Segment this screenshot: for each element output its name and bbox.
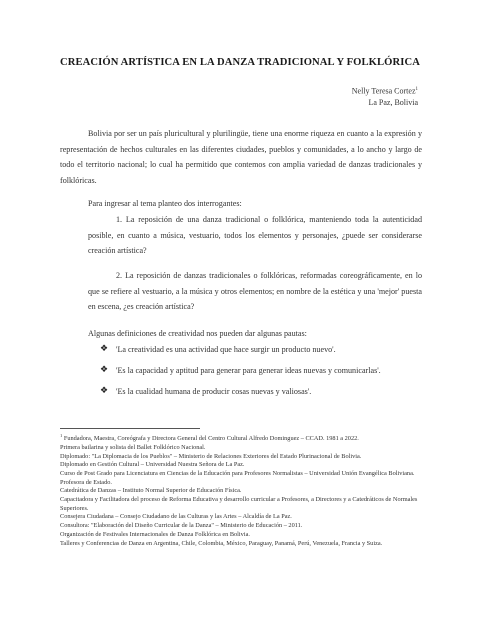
footnotes [60,432,424,548]
author-name: Nelly Teresa Cortez [351,86,416,96]
footnote-line: Catedrática de Danzas – Instituto Normal Superior de Educación Física. [60,487,242,495]
footnote-line: Consejera Ciudadana – Consejo Ciudadano de las Culturas y las Artes – Alcaldía de La Paz. [60,513,292,521]
footnote-line: Diplomado: "La Diplomacia de los Pueblos" – Ministerio de Relaciones Exteriores del Estado Plurinacional de Bolivia. [60,452,362,460]
definitions-intro-paragraph: Algunas definiciones de creatividad nos pueden dar algunas pautas: [88,329,307,338]
list-item-text: 'Es la capacidad y aptitud para generar para generar ideas nuevas y comunicarlas'. [116,366,381,375]
list-item-text: 'La creatividad es una actividad que hace surgir un producto nuevo'. [116,345,336,354]
intro-paragraph: Bolivia por ser un país pluricultural y plurilingüe, tiene una enorme riqueza en cuanto a la expresión y representación de hechos culturales en las diferentes ciudades, pueblos y comunidades, a lo ancho y largo de todo el territorio nacional; lo cual ha permitido que contemos con amplia variedad de danzas tradicionales y folklóricas. [60,129,422,185]
footnote-line: Consultora: "Elaboración del Diseño Curricular de la Danza" – Ministerio de Educación – 2011. [60,522,303,530]
list-item-text: 'Es la cualidad humana de producir cosas nuevas y valiosas'. [116,387,312,396]
footnote-line: Talleres y Conferencias de Danza en Argentina, Chile, Colombia, México, Paraguay, Panamá, Perú, Venezuela, Francia y Suiza. [60,539,383,547]
footnote-mark: 1 [60,433,63,438]
list-item [100,365,420,386]
question-1: 1. La reposición de una danza tradicional o folklórica, manteniendo toda la autenticidad posible, en cuanto a música, vestuario, todos los elementos y personajes, ¿puede ser considerarse creación artística? [88,215,422,255]
footnote-separator [60,428,200,429]
questions-intro-paragraph: Para ingresar al tema planteo dos interrogantes: [88,199,242,208]
footnote-line: Primera bailarina y solista del Ballet Folklórico Nacional. [60,443,206,451]
diamond-bullet-icon: ❖ [100,364,109,374]
footnote-line: Profesora de Estado. [60,478,112,486]
document-title: CREACIÓN ARTÍSTICA EN LA DANZA TRADICIONAL Y FOLKLÓRICA [60,57,420,68]
author-block [352,84,418,108]
footnote-reference: 1 [415,87,418,92]
list-item [100,344,420,365]
footnote-line [60,432,424,444]
definitions-list [100,344,420,407]
footnote-line: Capacitadora y Facilitadora del proceso de Reforma Educativa y desarrollo curricular a Profesores, a Directores y a Catedráticos de Normales Superiores. [60,496,418,512]
footnote-line: Diplomado en Gestión Cultural – Universidad Nuestra Señora de La Paz. [60,461,245,469]
list-item [100,386,420,407]
author-location: La Paz, Bolivia [368,97,418,107]
footnote-line: Organización de Festivales Internacionales de Danza Folklórica en Bolivia. [60,530,250,538]
footnote-line: Curso de Post Grado para Licenciatura en Ciencias de la Educación para Profesores Normalistas – Universidad Unión Evangélica Boliviana. [60,469,415,477]
footnote-text: Fundadora, Maestra, Coreógrafa y Directora General del Centro Cultural Alfredo Dominguez – CCAD. 1981 a 2022. [63,435,359,443]
diamond-bullet-icon: ❖ [100,343,109,353]
question-2: 2. La reposición de danzas tradicionales o folklóricas, reformadas coreográficamente, en lo que se refiere al vestuario, a la música y otros elementos; en nombre de la estética y una 'mejor' puesta en escena, ¿es creación artística? [88,271,422,311]
diamond-bullet-icon: ❖ [100,385,109,395]
author-line [352,84,418,97]
